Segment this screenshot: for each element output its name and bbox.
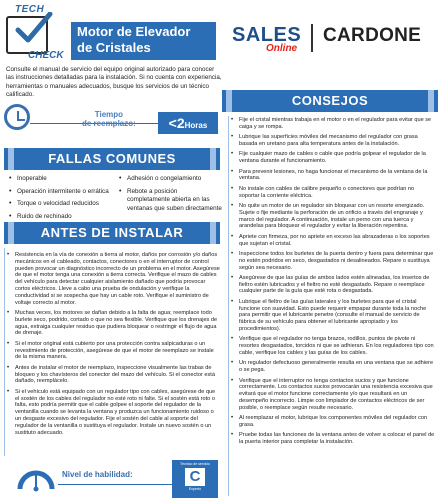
- logo-text-tech: TECH: [15, 4, 45, 15]
- replacement-time-label-line1: Tiempo: [94, 110, 124, 119]
- replacement-time-value: [158, 112, 218, 134]
- skill-level-label: Nivel de habilidad:: [62, 470, 133, 479]
- page-title: [71, 22, 216, 60]
- consejo-item: • Fije cualquier mazo de cables o cable que podría golpear el regulador de la ventana durante el funcionamiento.: [230, 151, 436, 165]
- consejo-item: • Asegúrese de que las guías de ambos lados estén alineadas, los insertos de fieltro estén lubricados y el fieltro no esté desgastado. Repare o reemplace cualquier parte de la guía que esté rota o desgastada.: [230, 275, 436, 295]
- fallas-heading: [4, 148, 220, 170]
- falla-item: • Rebote a posición completamente abierta en las ventanas que suben directamente: [118, 188, 222, 214]
- brand-divider: [311, 24, 313, 52]
- brand-cardone: CARDONE: [323, 25, 422, 46]
- checkmark-icon: [14, 12, 54, 46]
- replacement-time-label: [82, 110, 136, 128]
- consejos-list: [230, 117, 436, 450]
- falla-item: • Ruido de rechinado: [8, 213, 112, 222]
- falla-item: • Adhesión o congelamiento: [118, 175, 222, 184]
- consejo-item: • Al reemplazar el motor, lubrique los componentes móviles del regulador con grasa.: [230, 415, 436, 429]
- antes-item: • Resistencia en la vía de conexión a tierra al motor, daños por corrosión y/o daños mecánicos en el cableado, contactos, conectores o en el interruptor de control pueden provocar un diagnóstico incorrecto de un problema en el motor. Asegúrese de que el motor tenga una conexión a tierra correcta. Verifique el mazo de cables del vehículo para detectar cualquier aislamiento dañado que podría provocar cortos eléctricos. Lleve a cabo una prueba de ondulación y verifique la conductividad si se sospecha que hay un cable roto. Verifique el suministro de voltaje correcto al motor.: [6, 252, 220, 306]
- antes-left-rule: [4, 248, 5, 456]
- skill-level-top-text: Técnico de servicio: [180, 462, 210, 466]
- antes-item: • Si el motor original está cubierto por una protección contra salpicaduras o un revestimiento de protección, asegúrese de que el motor de reemplazo se instale de la misma manera.: [6, 341, 220, 361]
- skill-underline: [58, 484, 172, 485]
- page-title-line1: Motor de Elevador: [77, 24, 191, 39]
- consejo-item: • Verifique que el regulador no tenga brazos, rodillos, puntos de pivote ni resortes desgastados, torcidos ni que se adhieran. En los reguladores tipo con cable, verifique los cables y las guías de los cables.: [230, 336, 436, 356]
- consejo-item: • Lubrique el fieltro de las guías laterales y los burletes para que el cristal funcione con suavidad. Esto puede requerir empapar durante toda la noche para permitir que el lubricante penetre (consulte el manual de servicio de fábrica de su vehículo para obtener el lubricante apropiado y los procedimientos).: [230, 299, 436, 333]
- replacement-time-label-line2: de reemplazo:: [82, 119, 136, 128]
- falla-item: • Inoperable: [8, 175, 112, 184]
- skill-level-bottom-text: Experto: [188, 487, 202, 491]
- antes-list: [6, 252, 220, 440]
- skill-level-badge: [172, 460, 218, 498]
- gauge-icon: [16, 466, 56, 492]
- falla-item: • Operación intermitente o errática: [8, 188, 112, 197]
- consejo-item: • Lubrique las superficies móviles del mecanismo del regulador con grasa basada en uretano para alta temperatura antes de la instalación.: [230, 134, 436, 148]
- consejos-heading: [222, 90, 438, 112]
- consejo-item: • Verifique que el interruptor no tenga contactos sucios y que funcione correctamente. Los contactos sucios provocarán una resistencia excesiva que evitará que el motor funcione correctamente y/o que resultará en un desempeño incorrecto. Limpie con limpiador de contactos eléctricos de ser posible, o reemplace según resulte necesario.: [230, 378, 436, 412]
- fallas-list-col1: [8, 175, 112, 225]
- brand-online: Online: [266, 43, 298, 54]
- antes-item: • Si el vehículo está equipado con un regulador tipo con cables, asegúrese de que el sostén de los cables del regulador no esté roto ni falte. Si el sostén está roto o falta, esto podría permitir que el cable golpee el soporte del regulador de la ventanilla cuando se levanta la ventana y produzca un funcionamiento ruidoso o un desgaste excesivo del regulador. Fije el sostén del cable al soporte del regulador de la ventanilla o sustituya el regulador. Instale un nuevo sostén o un sustituto adecuado.: [6, 389, 220, 437]
- consejo-item: • No quite un motor de un regulador sin bloquear con un resorte energizado. Sujete o fije mediante la perforación de un orificio a través del engranaje y marco del regulador. A continuación, instale un perno con una tuerca y arandelas para bloquear el regulador y evitar la liberación repentina.: [230, 203, 436, 230]
- tech-check-logo: [6, 2, 66, 62]
- antes-item: • Antes de instalar el motor de reemplazo, inspeccione visualmente las trabas de bloqueo y los chavísteros del conector del mazo del vehículo. Si el conector está dañado, reemplácelo.: [6, 365, 220, 385]
- replacement-time-number: <2: [168, 115, 185, 131]
- fallas-list-col2: [118, 175, 222, 217]
- consejo-item: • Inspeccione todos los burletes de la puerta dentro y fuera para determinar que no estén podridos en seco, desgastados ni desalineados. Repare o sustituya según sea necesario.: [230, 251, 436, 271]
- skill-level-grade: C: [185, 468, 205, 486]
- antes-heading-text: ANTES DE INSTALAR: [40, 225, 184, 240]
- intro-paragraph: Consulte el manual de servicio del equipo original autorizado para conocer las instrucciones detalladas para la instalación. Si no cuenta con experiencia, herramientas o manuales adecuados, busque los servicios de un técnico calificado.: [6, 66, 222, 99]
- consejo-item: • Un regulador defectuoso generalmente resulta en una ventana que se adhiere o se pega.: [230, 360, 436, 374]
- fallas-heading-text: FALLAS COMUNES: [48, 151, 176, 166]
- consejo-item: • Fije el cristal mientras trabaja en el motor o en el regulador para evitar que se caiga y se rompa.: [230, 117, 436, 131]
- consejo-item: • Para prevenir lesiones, no haga funcionar el mecanismo de la ventana de la ventana.: [230, 169, 436, 183]
- clock-hand-minute: [17, 119, 25, 121]
- consejos-left-rule: [228, 116, 229, 496]
- consejo-item: • No instale con cables de calibre pequeño o conectores que podrían no soportar la corriente eléctrica.: [230, 186, 436, 200]
- antes-item: • Muchas veces, los motores se dañan debido a la falta de agua; reemplace todo burlete seco, podrido, cortado o que no sea flexible. Verifique que los drenajes de agua, extraiga cualquier residuo que pudiera bloquear o restringir el flujo de agua de drenaje.: [6, 310, 220, 337]
- logo-text-check: CHECK: [28, 50, 64, 61]
- page-title-line2: de Cristales: [77, 40, 151, 55]
- antes-heading: [4, 222, 220, 244]
- falla-item: • Torque o velocidad reducidos: [8, 200, 112, 209]
- clock-icon: [4, 104, 30, 130]
- consejo-item: • Apriete con firmeza, por no apriete en exceso las abrazaderas o los soportes que sujetan el cristal.: [230, 234, 436, 248]
- brand-sales: SALES: [232, 24, 302, 46]
- consejos-heading-text: CONSEJOS: [291, 93, 369, 108]
- consejo-item: • Pruebe todas las funciones de la ventana antes de volver a colocar el panel de la puerta interior para completar la instalación.: [230, 432, 436, 446]
- replacement-time-unit: Horas: [184, 121, 208, 130]
